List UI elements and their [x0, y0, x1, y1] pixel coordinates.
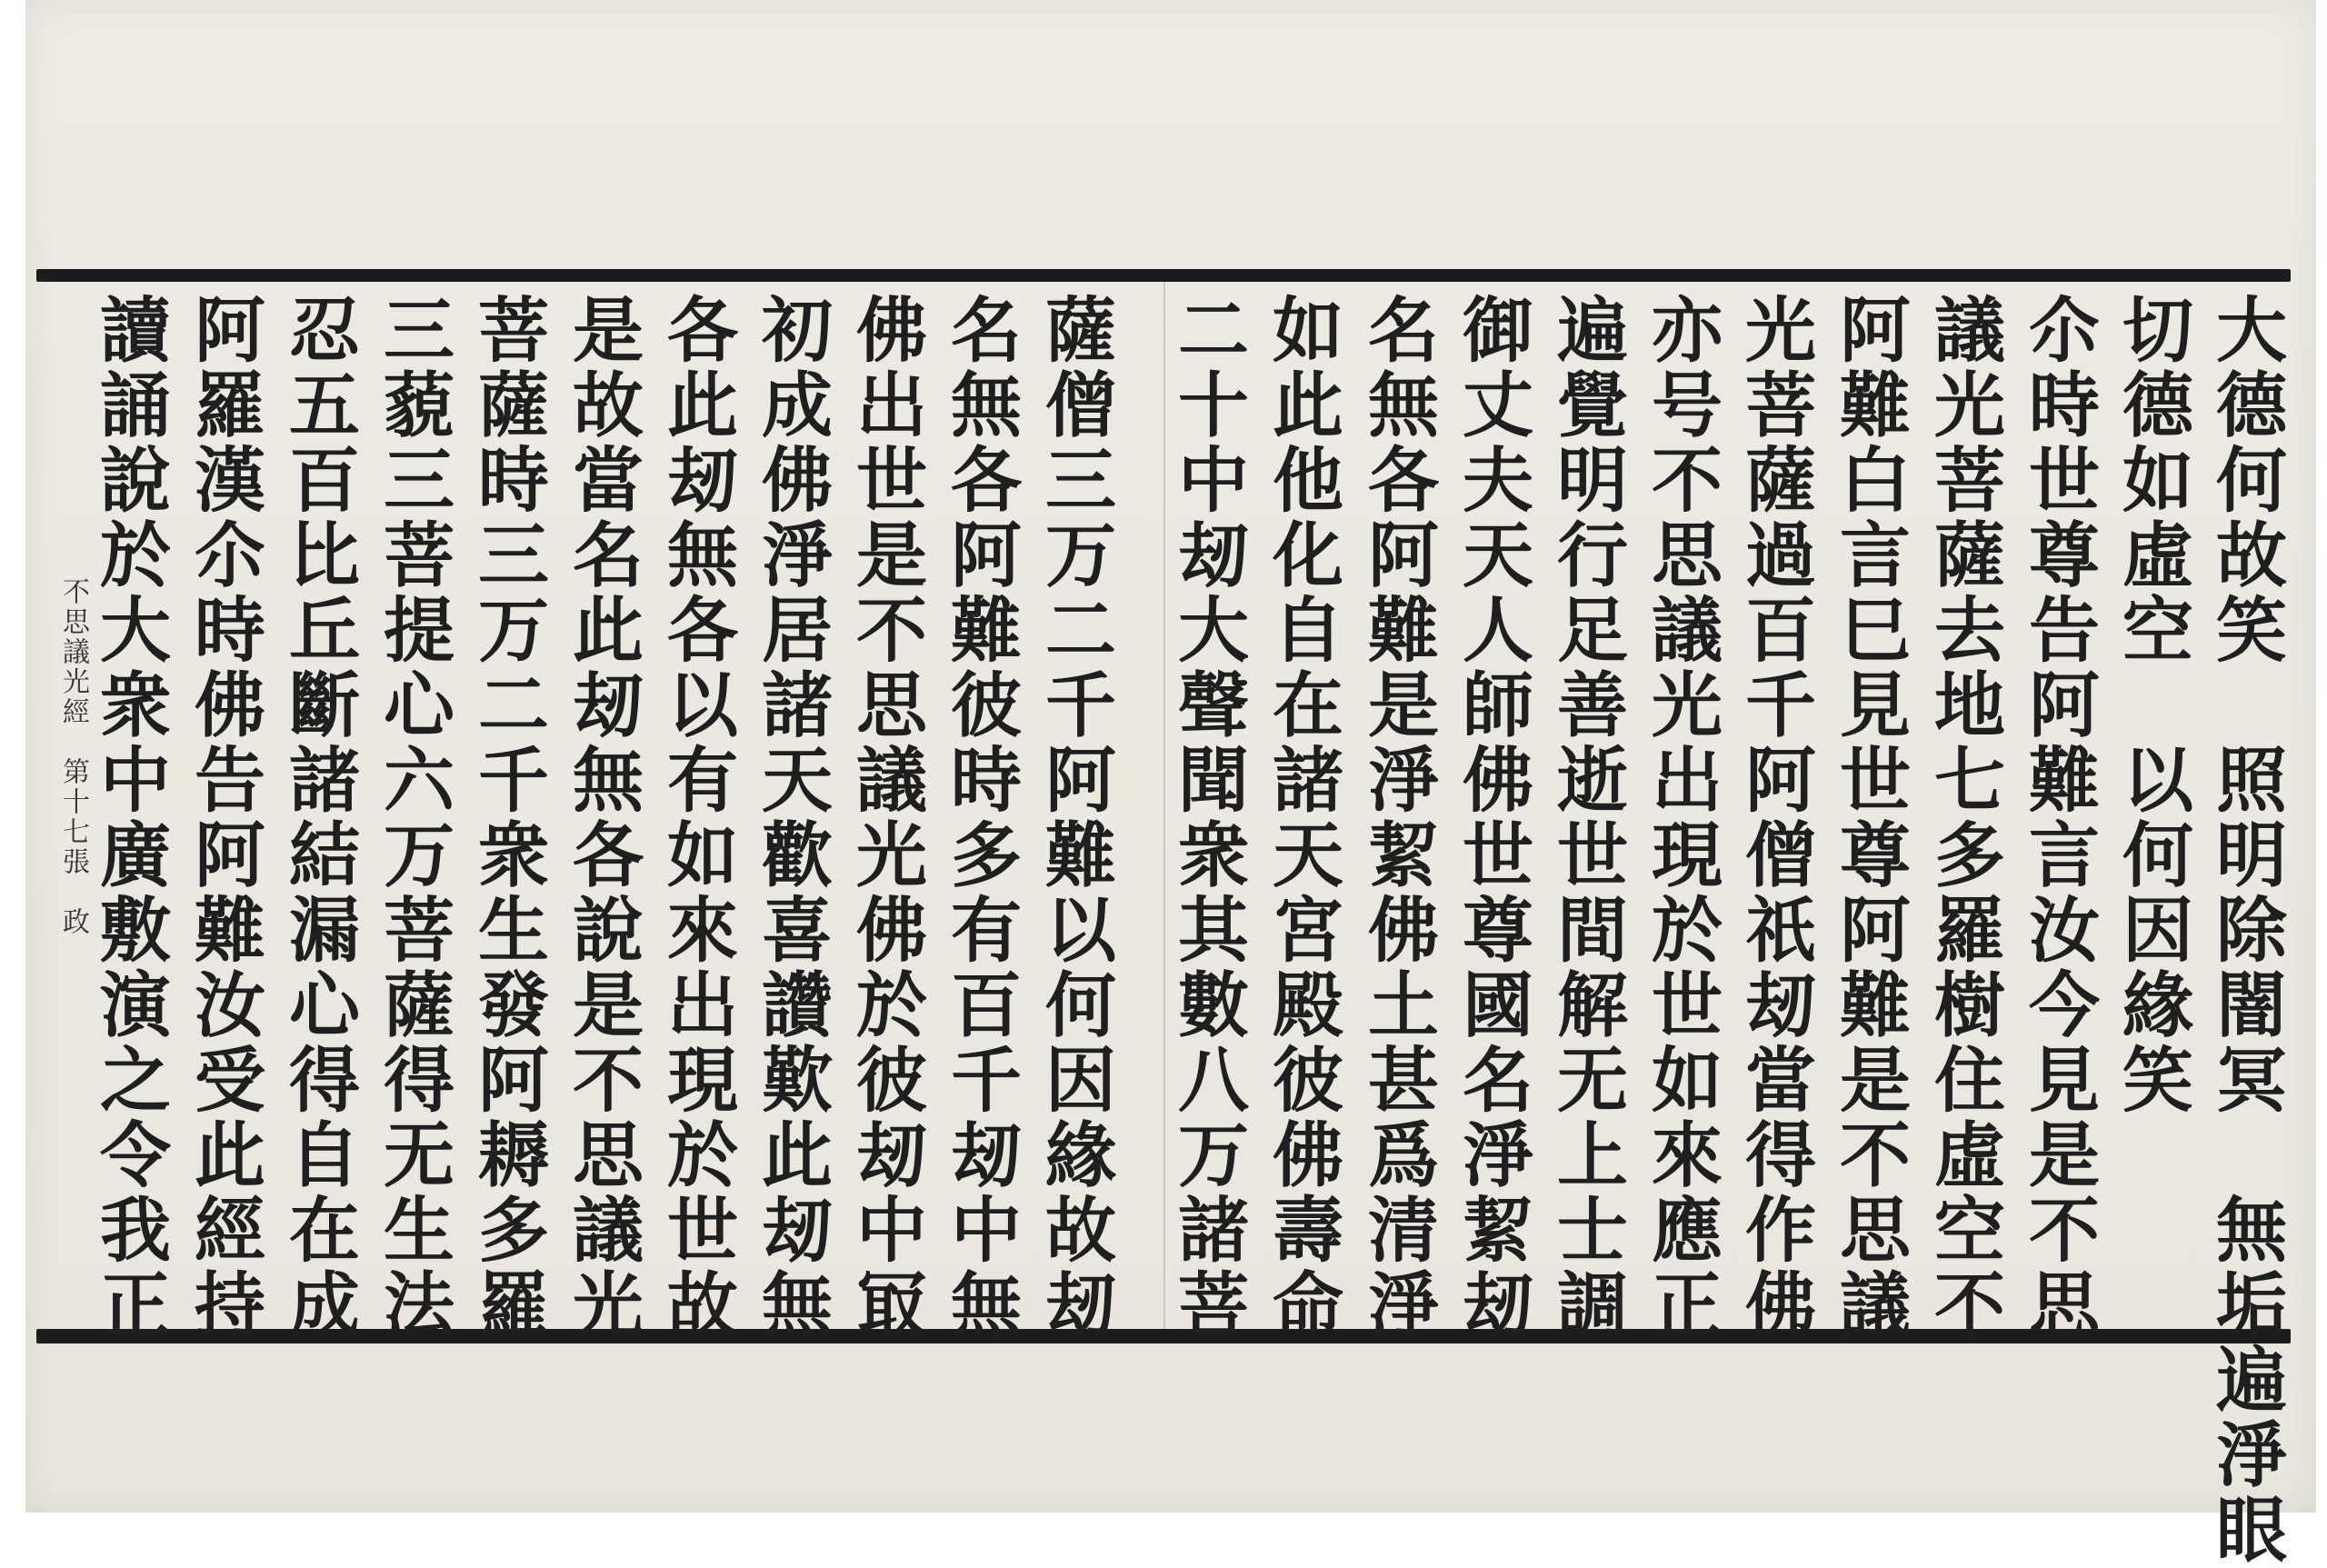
text-column-20: 三藐三菩提心六万菩薩得无生法 [372, 293, 454, 1343]
text-column-22: 阿羅漢尒時佛告阿難汝受此經持 [183, 293, 265, 1343]
text-column-1: 大德何故笑 照明除闇冥 無垢遍淨眼 [2204, 293, 2287, 1568]
text-column-11: 如此他化自在諸天宮殿彼佛壽命 [1261, 293, 1343, 1343]
text-column-15: 佛出世是不思議光佛於彼刼中冣 [844, 293, 927, 1343]
text-column-6: 光菩薩過百千阿僧祇刼當得作佛 [1733, 293, 1816, 1343]
text-column-14: 名無各阿難彼時多有百千刼中無 [939, 293, 1022, 1343]
text-column-13: 薩僧三万二千阿難以何因緣故刼 [1034, 293, 1116, 1343]
text-column-19: 菩薩時三万二千衆生發阿耨多羅 [466, 293, 549, 1343]
top-border-rule [36, 269, 2291, 282]
text-column-9: 御丈夫天人師佛世尊國名淨絜刼 [1451, 293, 1533, 1343]
text-column-3: 尒時世尊告阿難言汝今見是不思 [2017, 293, 2100, 1343]
text-column-5: 阿難白言巳見世尊阿難是不思議 [1828, 293, 1911, 1343]
text-column-17: 各此刼無各以有如來出現於世故 [655, 293, 738, 1343]
text-column-8: 遍覺明行足善逝世間解无上士調 [1545, 293, 1628, 1343]
text-column-7: 亦号不思議光出現於世如來應正 [1640, 293, 1723, 1343]
text-column-23: 讀誦說於大衆中廣敷演之令我正 [88, 293, 171, 1343]
text-column-4: 議光菩薩去地七多羅樹住虛空不 [1923, 293, 2005, 1343]
colophon-page-label: 不思議光經 第十七張 政 [57, 577, 89, 937]
text-column-21: 忍五百比丘斷諸結漏心得自在成 [277, 293, 360, 1343]
text-column-10: 名無各阿難是淨絜佛土甚爲清淨 [1356, 293, 1439, 1343]
text-column-16: 初成佛淨居諸天歡喜讚歎此刼無 [750, 293, 833, 1343]
text-column-12: 二十中刼大聲聞衆其數八万諸菩 [1166, 293, 1249, 1343]
text-column-18: 是故當名此刼無各說是不思議光 [561, 293, 644, 1343]
text-column-2: 切德如虛空 以何因緣笑 [2111, 293, 2193, 1118]
